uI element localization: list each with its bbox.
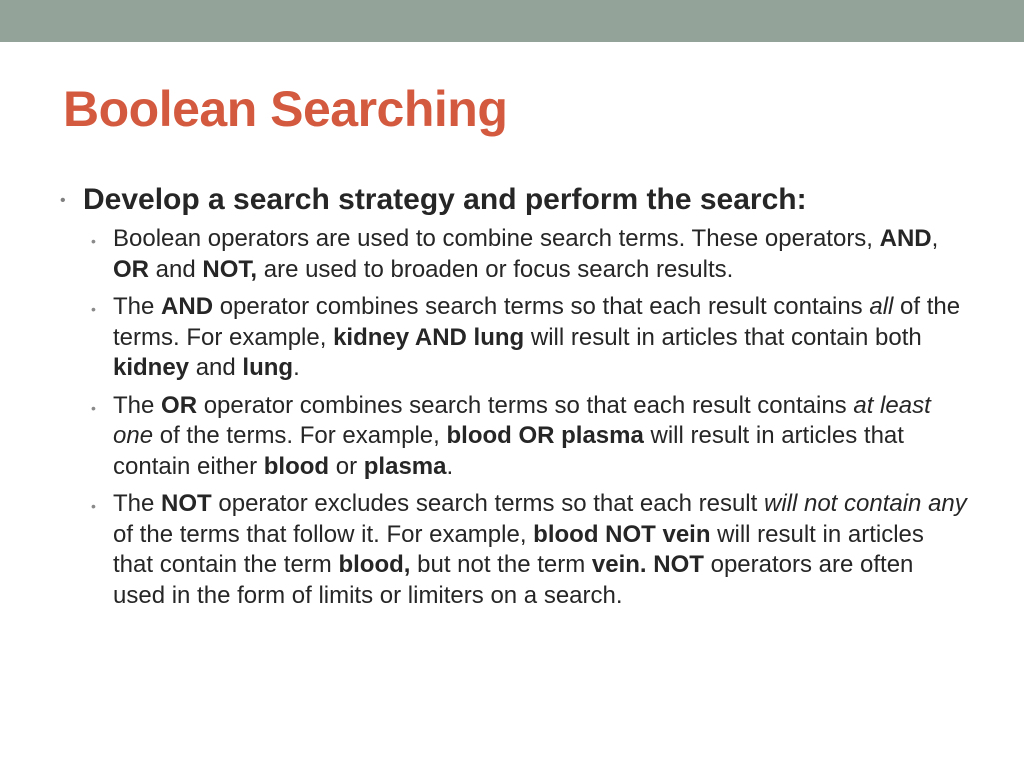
main-bullet <box>60 182 970 218</box>
text-run: will result in articles that contain either <box>113 422 904 480</box>
top-accent-bar <box>0 0 1024 42</box>
text-run: operator combines search terms so that each result contains <box>213 293 870 320</box>
bullet-dot-icon: • <box>60 192 66 209</box>
bullet-dot-icon: • <box>91 233 96 249</box>
text-run: and <box>149 255 203 283</box>
bold-term: NOT <box>161 490 212 517</box>
bullet-dot-icon: • <box>91 498 96 514</box>
text-run: The <box>113 490 162 517</box>
text-run: but not the term <box>410 551 592 578</box>
text-run: are used to broaden or focus search results. <box>257 255 734 283</box>
bold-term: OR <box>113 255 149 283</box>
text-run: or <box>329 452 364 480</box>
text-run: of the terms that follow it. For example, <box>113 520 534 548</box>
text-run: , <box>931 225 939 252</box>
bold-term: kidney AND lung <box>333 323 525 351</box>
text-run: The <box>113 293 162 320</box>
bold-term: blood <box>263 452 330 480</box>
bold-term: blood OR plasma <box>446 422 644 449</box>
main-bullet-text: Develop a search strategy and perform the search: <box>83 183 807 216</box>
bold-term: AND <box>161 293 214 320</box>
text-run: of the terms. For example, <box>113 293 961 351</box>
bold-term: vein. NOT <box>591 551 704 578</box>
text-run: operator excludes search terms so that each result <box>211 490 764 517</box>
text-run: operators are often used in the form of limits or limiters on a search. <box>113 551 914 609</box>
bold-term: plasma <box>363 452 447 480</box>
bold-term: OR <box>161 391 198 419</box>
bold-term: blood, <box>338 551 411 578</box>
italic-term: at least one <box>113 391 931 449</box>
bold-term: blood NOT vein <box>533 520 711 548</box>
bullet-dot-icon: • <box>91 301 96 317</box>
bold-term: NOT, <box>202 255 258 283</box>
bold-term: AND <box>879 225 932 252</box>
sub-bullet-not-operator <box>60 489 970 611</box>
sub-bullet-and-operator <box>60 292 970 384</box>
text-run: of the terms. For example, <box>153 422 447 449</box>
bold-term: lung <box>242 354 294 381</box>
text-run: The <box>113 391 162 419</box>
slide-content <box>60 182 970 618</box>
text-run: will result in articles that contain both <box>524 323 922 351</box>
bullet-dot-icon: • <box>91 399 96 416</box>
text-run: and <box>189 354 243 381</box>
sub-bullet-or-operator <box>60 391 970 483</box>
text-run: . <box>293 354 300 381</box>
italic-term: will not contain any <box>763 490 967 517</box>
text-run: operator combines search terms so that each result contains <box>197 391 854 419</box>
text-run: will result in articles that contain the term <box>113 520 924 578</box>
bold-term: kidney <box>113 354 190 381</box>
text-run: . <box>446 452 454 480</box>
sub-bullet-boolean-operators <box>60 224 970 285</box>
italic-term: all <box>869 293 894 320</box>
text-run: Boolean operators are used to combine search terms. These operators, <box>113 225 880 252</box>
slide-title: Boolean Searching <box>63 81 508 137</box>
